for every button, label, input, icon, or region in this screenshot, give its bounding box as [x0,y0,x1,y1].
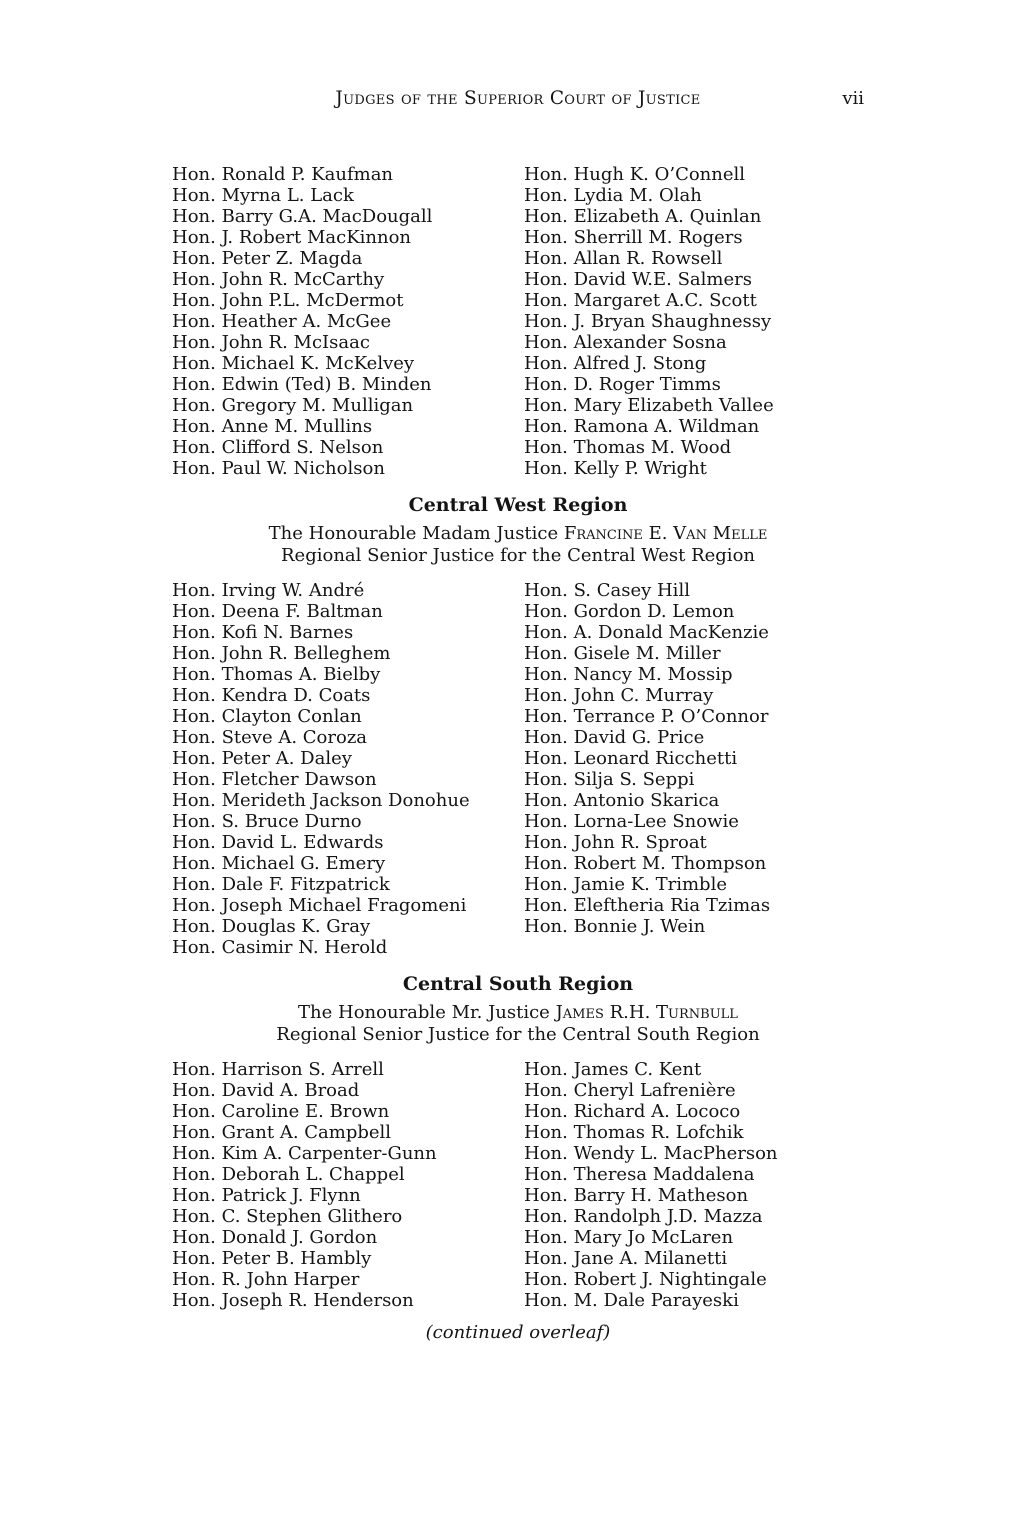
judge-name: Hon. Dale F. Fitzpatrick [172,874,390,895]
judges-column-right [524,1059,864,1311]
judge-name: Hon. Alexander Sosna [524,332,727,353]
judge-name: Hon. John P.L. McDermot [172,290,404,311]
page-header [172,88,864,110]
judge-name: Hon. Alfred J. Stong [524,353,707,374]
judge-name: Hon. Theresa Maddalena [524,1164,755,1185]
regional-senior-justice-intro [172,523,864,545]
judge-name: Hon. Donald J. Gordon [172,1227,378,1248]
section-central-west [172,494,864,958]
judge-name: Hon. Edwin (Ted) B. Minden [172,374,432,395]
regional-senior-justice-title: Regional Senior Justice for the Central South Region [276,1024,760,1045]
judge-name: Hon. Richard A. Lococo [524,1101,741,1122]
judge-name: Hon. Thomas M. Wood [524,437,732,458]
judge-name: Hon. S. Bruce Durno [172,811,362,832]
judge-name: Hon. Margaret A.C. Scott [524,290,757,311]
judge-name: Hon. Caroline E. Brown [172,1101,390,1122]
judge-name: Hon. Kendra D. Coats [172,685,371,706]
judge-name: Hon. Gregory M. Mulligan [172,395,414,416]
judge-name: Hon. Barry H. Matheson [524,1185,749,1206]
continued-note: (continued overleaf) [425,1322,611,1343]
judge-name: Hon. Peter A. Daley [172,748,352,769]
judge-name: Hon. Clifford S. Nelson [172,437,384,458]
judge-name: Hon. A. Donald MacKenzie [524,622,769,643]
judge-name: Hon. David G. Price [524,727,705,748]
judges-column-right [524,580,864,958]
judge-name: Hon. Mary Elizabeth Vallee [524,395,774,416]
judge-name: Hon. Grant A. Campbell [172,1122,392,1143]
judge-name: Hon. Sherrill M. Rogers [524,227,743,248]
judge-name: Hon. Barry G.A. MacDougall [172,206,433,227]
judge-name: Hon. Michael G. Emery [172,853,386,874]
judge-name: Hon. Clayton Conlan [172,706,362,727]
judge-name: Hon. Gisele M. Miller [524,643,721,664]
judge-name: Hon. Patrick J. Flynn [172,1185,361,1206]
judge-name: Hon. Peter B. Hambly [172,1248,372,1269]
judge-name: Hon. John R. Sproat [524,832,707,853]
judge-name: Hon. Lydia M. Olah [524,185,702,206]
judge-name: Hon. Irving W. André [172,580,365,601]
judge-name: Hon. Leonard Ricchetti [524,748,738,769]
regional-senior-justice-intro [172,1002,864,1024]
judge-name: Hon. Allan R. Rowsell [524,248,723,269]
judge-name: Hon. Michael K. McKelvey [172,353,415,374]
judge-name: Hon. Harrison S. Arrell [172,1059,384,1080]
judges-column-left [172,580,524,958]
page-number: vii [842,88,864,109]
intro-justice-name: James R.H. Turnbull [555,1002,738,1023]
judge-name: Hon. James C. Kent [524,1059,702,1080]
judges-column-right [524,164,864,479]
judge-name: Hon. Deborah L. Chappel [172,1164,405,1185]
judge-name: Hon. Cheryl Lafrenière [524,1080,736,1101]
section-central-south [172,973,864,1311]
judge-name: Hon. Wendy L. MacPherson [524,1143,778,1164]
judges-column-left [172,1059,524,1311]
section-continued-list [172,164,864,479]
judge-name: Hon. Heather A. McGee [172,311,392,332]
page-header-title: Judges of the Superior Court of Justice [335,88,701,109]
judge-name: Hon. J. Bryan Shaughnessy [524,311,772,332]
judge-name: Hon. C. Stephen Glithero [172,1206,403,1227]
judge-name: Hon. Paul W. Nicholson [172,458,385,479]
judge-name: Hon. Ronald P. Kaufman [172,164,394,185]
regional-senior-justice-title: Regional Senior Justice for the Central West Region [281,545,755,566]
judges-columns [172,580,864,958]
intro-prefix: The Honourable Mr. Justice [298,1002,550,1023]
page-content [172,0,864,1344]
judges-columns [172,1059,864,1311]
judge-name: Hon. Lorna-Lee Snowie [524,811,739,832]
judge-name: Hon. Peter Z. Magda [172,248,363,269]
judge-name: Hon. David A. Broad [172,1080,360,1101]
judge-name: Hon. Joseph Michael Fragomeni [172,895,467,916]
judge-name: Hon. Anne M. Mullins [172,416,373,437]
judge-name: Hon. David L. Edwards [172,832,384,853]
judge-name: Hon. Jamie K. Trimble [524,874,727,895]
judge-name: Hon. Silja S. Seppi [524,769,695,790]
judge-name: Hon. John C. Murray [524,685,714,706]
region-heading: Central West Region [408,494,628,516]
judge-name: Hon. M. Dale Parayeski [524,1290,739,1311]
judge-name: Hon. Merideth Jackson Donohue [172,790,470,811]
judge-name: Hon. Thomas A. Bielby [172,664,381,685]
judge-name: Hon. Bonnie J. Wein [524,916,706,937]
judge-name: Hon. Deena F. Baltman [172,601,383,622]
judge-name: Hon. Kofi N. Barnes [172,622,354,643]
intro-prefix: The Honourable Madam Justice [268,523,559,544]
judge-name: Hon. John R. McCarthy [172,269,385,290]
judge-name: Hon. S. Casey Hill [524,580,690,601]
judge-name: Hon. Ramona A. Wildman [524,416,760,437]
judges-columns [172,164,864,479]
judge-name: Hon. Jane A. Milanetti [524,1248,728,1269]
judge-name: Hon. Mary Jo McLaren [524,1227,734,1248]
judge-name: Hon. Kim A. Carpenter-Gunn [172,1143,437,1164]
judge-name: Hon. D. Roger Timms [524,374,721,395]
judge-name: Hon. Steve A. Coroza [172,727,368,748]
judge-name: Hon. Douglas K. Gray [172,916,371,937]
judge-name: Hon. Gordon D. Lemon [524,601,735,622]
intro-justice-name: Francine E. Van Melle [563,523,768,544]
judge-name: Hon. Robert J. Nightingale [524,1269,767,1290]
judge-name: Hon. Elizabeth A. Quinlan [524,206,762,227]
judge-name: Hon. David W.E. Salmers [524,269,752,290]
judge-name: Hon. Eleftheria Ria Tzimas [524,895,771,916]
judge-name: Hon. Nancy M. Mossip [524,664,733,685]
judge-name: Hon. Antonio Skarica [524,790,720,811]
judge-name: Hon. Casimir N. Herold [172,937,388,958]
judge-name: Hon. John R. McIsaac [172,332,370,353]
judges-column-left [172,164,524,479]
region-heading: Central South Region [402,973,634,995]
judge-name: Hon. Thomas R. Lofchik [524,1122,744,1143]
judge-name: Hon. Robert M. Thompson [524,853,767,874]
judge-name: Hon. John R. Belleghem [172,643,391,664]
judge-name: Hon. Fletcher Dawson [172,769,377,790]
judge-name: Hon. J. Robert MacKinnon [172,227,412,248]
judge-name: Hon. Myrna L. Lack [172,185,354,206]
judge-name: Hon. Terrance P. O’Connor [524,706,769,727]
judge-name: Hon. Hugh K. O’Connell [524,164,746,185]
judge-name: Hon. Randolph J.D. Mazza [524,1206,763,1227]
judge-name: Hon. Kelly P. Wright [524,458,707,479]
judge-name: Hon. R. John Harper [172,1269,360,1290]
judge-name: Hon. Joseph R. Henderson [172,1290,414,1311]
